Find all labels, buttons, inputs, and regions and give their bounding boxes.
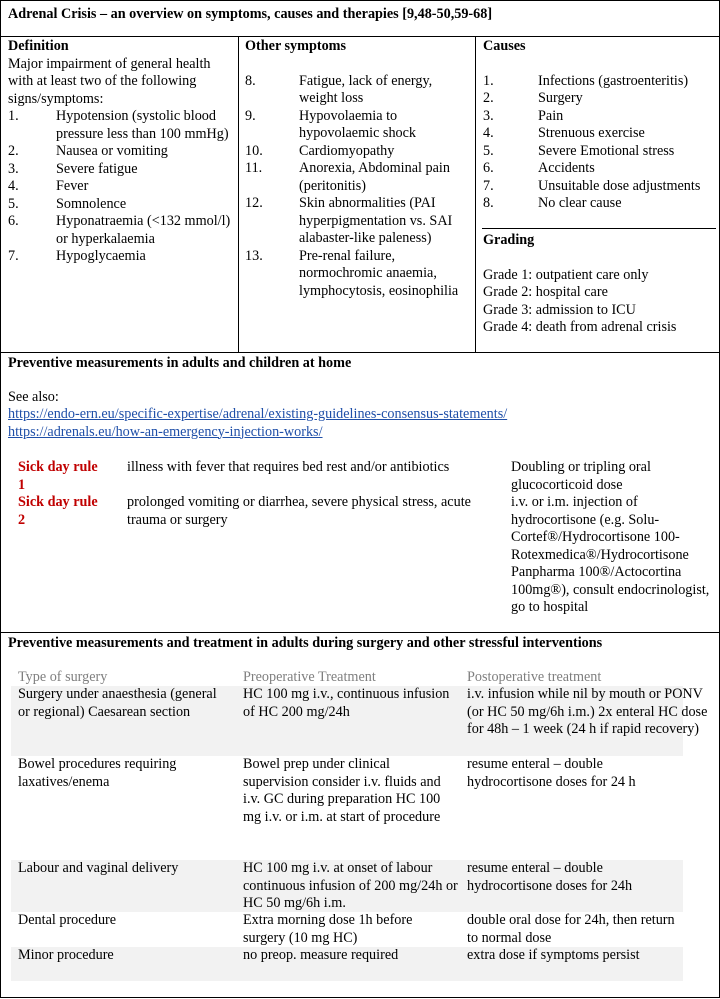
grading-header: Grading xyxy=(483,232,535,248)
causes-column xyxy=(475,36,720,352)
list-item: 3. Pain xyxy=(483,107,564,124)
grading-item: Grade 2: hospital care xyxy=(483,284,608,300)
grading-item: Grade 4: death from adrenal crisis xyxy=(483,319,677,335)
causes-header: Causes xyxy=(483,38,526,54)
column-header-post: Postoperative treatment xyxy=(467,669,602,685)
document-title: Adrenal Crisis – an overview on symptoms, causes and therapies [9,48-50,59-68] xyxy=(8,6,493,22)
table-cell: Dental procedure xyxy=(18,912,117,928)
column-header-pre: Preoperative Treatment xyxy=(243,669,376,685)
definition-header: Definition xyxy=(8,38,69,54)
section-divider xyxy=(1,632,719,633)
sick-day-rule-1-action: Doubling or tripling oral glucocorticoid dose xyxy=(511,459,651,493)
table-cell: Surgery under anaesthesia (general or regional) Caesarean section xyxy=(18,686,217,720)
causes-list xyxy=(483,73,719,213)
sick-day-rule-1-condition: illness with fever that requires bed rest and/or antibiotics xyxy=(127,459,450,475)
list-item: 6. Hyponatraemia (<132 mmol/l) or hyperkalaemia xyxy=(8,213,231,247)
sick-day-rule-2-label: Sick day rule 2 xyxy=(18,494,98,528)
grading-item: Grade 3: admission to ICU xyxy=(483,301,636,318)
list-item: 4. Fever xyxy=(8,178,89,194)
list-item: 2. Surgery xyxy=(483,90,583,106)
table-cell: HC 100 mg i.v. at onset of labour continuous infusion of 200 mg/24h or HC 50 mg/6h i.m. xyxy=(243,860,458,911)
list-item: 6. Accidents xyxy=(483,160,595,176)
list-item: 9. Hypovolaemia to hypovolaemic shock xyxy=(245,107,417,141)
list-item: 3. Severe fatigue xyxy=(8,160,138,177)
list-item: 7. Unsuitable dose adjustments xyxy=(483,177,701,194)
table-cell: extra dose if symptoms persist xyxy=(467,947,640,963)
table-cell: Extra morning dose 1h before surgery (10 mg HC) xyxy=(243,912,413,946)
title-row xyxy=(1,0,719,37)
list-item: 5. Severe Emotional stress xyxy=(483,142,675,159)
table-cell: HC 100 mg i.v., continuous infusion of HC 200 mg/24h xyxy=(243,686,450,720)
list-item: 11. Anorexia, Abdominal pain (peritonitis) xyxy=(245,160,450,194)
table-cell: no preop. measure required xyxy=(243,947,399,963)
preventive-home-header: Preventive measurements in adults and children at home xyxy=(8,355,352,371)
table-cell: Labour and vaginal delivery xyxy=(18,860,179,876)
table-cell: double oral dose for 24h, then return to normal dose xyxy=(467,912,675,946)
emergency-injection-link[interactable]: https://adrenals.eu/how-an-emergency-injection-works/ xyxy=(8,423,323,440)
sick-day-rule-2-action: i.v. or i.m. injection of hydrocortisone (e.g. Solu-Cortef®/Hydrocortisone 100-Rotexmedica®/Hydrocortisone Panpharma 100®/Actocortina 100mg®), consult endocrinologist, go to hospital xyxy=(511,494,710,615)
definition-intro: Major impairment of general health with at least two of the following signs/symptoms: xyxy=(8,55,211,107)
sick-day-rule-1-label: Sick day rule 1 xyxy=(18,459,98,493)
grading-item: Grade 1: outpatient care only xyxy=(483,266,649,283)
surgery-header: Preventive measurements and treatment in adults during surgery and other stressful interventions xyxy=(8,635,603,651)
see-also-label: See also: xyxy=(8,388,59,405)
guidelines-link[interactable]: https://endo-ern.eu/specific-expertise/adrenal/existing-guidelines-consensus-statements/ xyxy=(8,406,508,422)
list-item: 13. Pre-renal failure, normochromic anaemia, lymphocytosis, eosinophilia xyxy=(245,247,459,299)
list-item: 7. Hypoglycaemia xyxy=(8,248,146,264)
list-item: 8. Fatigue, lack of energy, weight loss xyxy=(245,72,433,106)
list-item: 12. Skin abnormalities (PAI hyperpigmentation vs. SAI alabaster-like paleness) xyxy=(245,195,453,246)
list-item: 1. Hypotension (systolic blood pressure less than 100 mmHg) xyxy=(8,108,229,142)
list-item: 1. Infections (gastroenteritis) xyxy=(483,72,689,89)
grading-divider xyxy=(482,228,716,229)
other-symptoms-header: Other symptoms xyxy=(245,38,347,54)
list-item: 4. Strenuous exercise xyxy=(483,125,645,141)
list-item: 8. No clear cause xyxy=(483,195,622,211)
list-item: 5. Somnolence xyxy=(8,195,127,212)
list-item: 2. Nausea or vomiting xyxy=(8,143,168,159)
sick-day-rule-2-condition: prolonged vomiting or diarrhea, severe physical stress, acute trauma or surgery xyxy=(127,494,471,528)
table-cell: Minor procedure xyxy=(18,947,114,963)
column-header-type: Type of surgery xyxy=(18,669,108,685)
definition-column xyxy=(1,36,237,352)
table-cell: resume enteral – double hydrocortisone doses for 24h xyxy=(467,860,633,894)
table-cell: i.v. infusion while nil by mouth or PONV (or HC 50 mg/6h i.m.) 2x enteral HC dose for 48h – 1 week (24 h if rapid recovery) xyxy=(467,686,708,737)
table-cell: Bowel procedures requiring laxatives/enema xyxy=(18,756,177,790)
other-symptoms-column xyxy=(238,36,475,352)
definition-list xyxy=(8,108,236,266)
table-cell: resume enteral – double hydrocortisone doses for 24 h xyxy=(467,756,636,790)
preventive-home-section xyxy=(8,355,714,441)
section-divider xyxy=(1,352,719,353)
list-item: 10. Cardiomyopathy xyxy=(245,142,395,159)
table-cell: Bowel prep under clinical supervision consider i.v. fluids and i.v. GC during preparation HC 100 mg i.v. or i.m. at start of procedure xyxy=(243,756,441,825)
other-symptoms-list xyxy=(245,73,471,301)
